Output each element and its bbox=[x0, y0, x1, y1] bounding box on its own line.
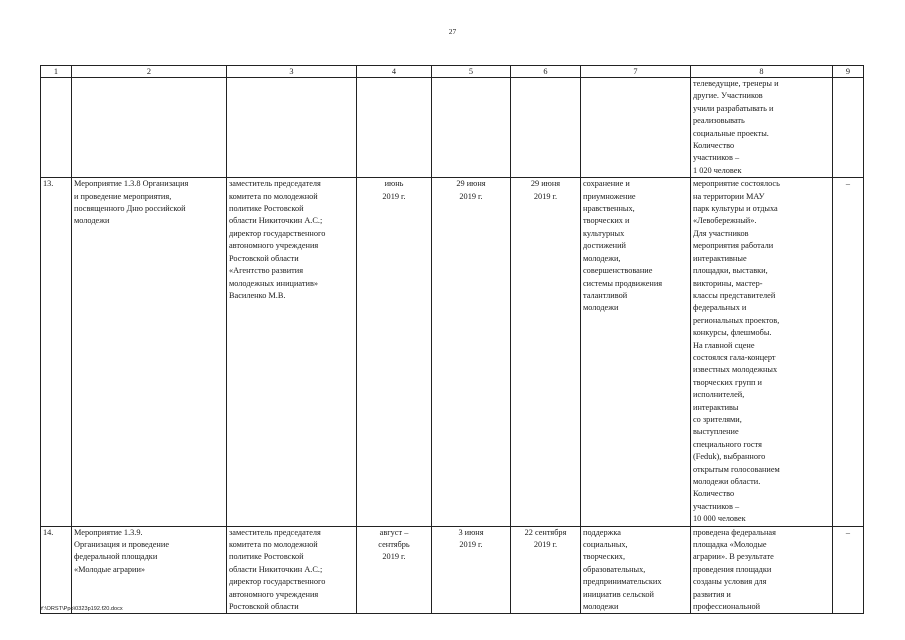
start-date-cell: 29 июня 2019 г. bbox=[432, 178, 511, 526]
row-number: 14. bbox=[41, 526, 72, 614]
row-number bbox=[41, 78, 72, 178]
header-row bbox=[41, 66, 864, 78]
note-cell bbox=[833, 78, 864, 178]
start-date-cell bbox=[432, 78, 511, 178]
actual-outcome-cell: телеведущие, тренеры и другие. Участников учили разрабатывать и реализовывать социальные проекты. Количество участников – 1 020 человек bbox=[691, 78, 833, 178]
header-cell-9: 9 bbox=[833, 66, 864, 78]
table-row bbox=[41, 178, 864, 526]
responsible-cell: заместитель председателя комитета по молодежной политике Ростовской области Никиточкин А.С.; директор государственного автономного учреждения Ростовской области «Агентство развития молодежных инициатив» Василенко М.В. bbox=[227, 178, 357, 526]
note-cell: – bbox=[833, 178, 864, 526]
planned-date-cell: август – сентябрь 2019 г. bbox=[357, 526, 432, 614]
report-table bbox=[40, 65, 864, 614]
header-cell-1: 1 bbox=[41, 66, 72, 78]
end-date-cell bbox=[511, 78, 581, 178]
planned-date-cell bbox=[357, 78, 432, 178]
responsible-cell: заместитель председателя комитета по молодежной политике Ростовской области Никиточкин А.С.; директор государственного автономного учреждения Ростовской области bbox=[227, 526, 357, 614]
actual-outcome-cell: проведена федеральная площадка «Молодые аграрии». В результате проведения площадки созданы условия для развития и профессиональной bbox=[691, 526, 833, 614]
actual-outcome-cell: мероприятие состоялось на территории МАУ парк культуры и отдыха «Левобережный». Для участников мероприятия работали интерактивные площадки, выставки, викторины, мастер- классы представителей федеральных и региональных проектов, конкурсы, флешмобы. На главной сцене состоялся гала-концерт известных молодежных творческих групп и исполнителей, интерактивы со зрителями, выступление специального гостя (Feduk), выбранного открытым голосованием молодежи области. Количество участников – 10 000 человек bbox=[691, 178, 833, 526]
note-cell: – bbox=[833, 526, 864, 614]
event-cell bbox=[72, 78, 227, 178]
event-cell: Мероприятие 1.3.8 Организация и проведение мероприятия, посвященного Дню российской молодежи bbox=[72, 178, 227, 526]
expected-result-cell: сохранение и приумножение нравственных, творческих и культурных достижений молодежи, совершенствование системы продвижения талантливой молодежи bbox=[581, 178, 691, 526]
header-cell-2: 2 bbox=[72, 66, 227, 78]
header-cell-4: 4 bbox=[357, 66, 432, 78]
end-date-cell: 22 сентября 2019 г. bbox=[511, 526, 581, 614]
header-cell-3: 3 bbox=[227, 66, 357, 78]
start-date-cell: 3 июня 2019 г. bbox=[432, 526, 511, 614]
page-number: 27 bbox=[448, 27, 457, 36]
file-path-footer: Y:\ORST\Ppo\0323p192.f20.docx bbox=[40, 606, 123, 612]
table-row bbox=[41, 526, 864, 614]
header-cell-5: 5 bbox=[432, 66, 511, 78]
expected-result-cell bbox=[581, 78, 691, 178]
responsible-cell bbox=[227, 78, 357, 178]
header-cell-6: 6 bbox=[511, 66, 581, 78]
event-cell: Мероприятие 1.3.9. Организация и проведение федеральной площадки «Молодые аграрии» bbox=[72, 526, 227, 614]
row-number: 13. bbox=[41, 178, 72, 526]
end-date-cell: 29 июня 2019 г. bbox=[511, 178, 581, 526]
table-row bbox=[41, 78, 864, 178]
planned-date-cell: июнь 2019 г. bbox=[357, 178, 432, 526]
header-cell-7: 7 bbox=[581, 66, 691, 78]
header-cell-8: 8 bbox=[691, 66, 833, 78]
expected-result-cell: поддержка социальных, творческих, образовательных, предпринимательских инициатив сельской молодежи bbox=[581, 526, 691, 614]
